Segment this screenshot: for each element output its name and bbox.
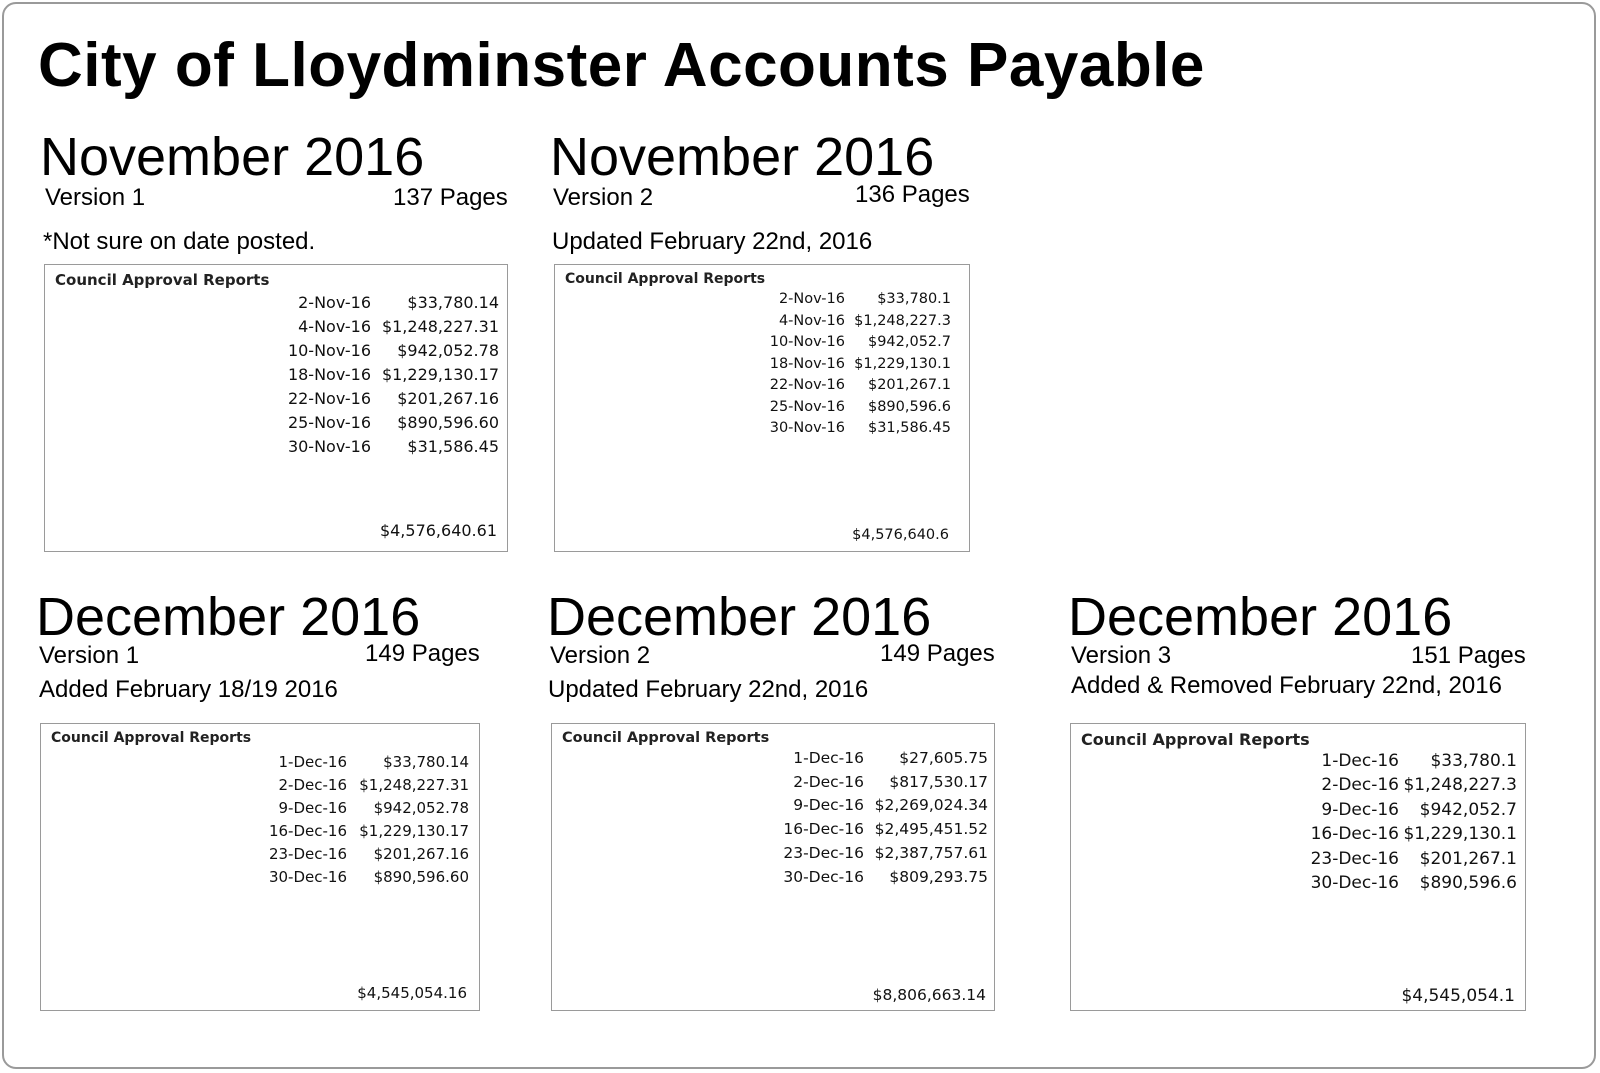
section-note: Added & Removed February 22nd, 2016 <box>1071 672 1502 699</box>
report-row-date: 18-Nov-16 <box>769 355 845 372</box>
report-row-date: 2-Dec-16 <box>793 772 864 791</box>
report-row-date: 23-Dec-16 <box>268 845 347 863</box>
report-row-date: 9-Dec-16 <box>793 796 864 815</box>
report-row-amount: $201,267.16 <box>397 389 499 408</box>
section-heading: December 2016 <box>1068 587 1453 647</box>
report-row <box>1071 873 1527 897</box>
report-row-date: 16-Dec-16 <box>1310 824 1399 845</box>
section-heading: December 2016 <box>36 587 421 647</box>
report-row-amount: $27,605.75 <box>899 749 988 767</box>
report-row <box>555 356 971 378</box>
report-row-amount: $942,052.78 <box>397 341 499 360</box>
report-row <box>552 820 996 844</box>
report-row-amount: $1,248,227.31 <box>381 317 499 336</box>
report-total: $8,806,663.14 <box>872 986 986 1004</box>
section-page-count: 149 Pages <box>880 640 995 667</box>
report-row <box>552 773 996 797</box>
report-row-amount: $890,596.60 <box>397 413 499 432</box>
report-row-date: 1-Dec-16 <box>793 749 864 767</box>
report-row-amount: $890,596.6 <box>1419 873 1517 893</box>
report-row <box>41 868 481 891</box>
report-total: $4,576,640.61 <box>379 521 497 540</box>
report-row-amount: $33,780.14 <box>407 293 499 312</box>
section-page-count: 151 Pages <box>1411 642 1526 669</box>
report-row <box>45 437 509 461</box>
report-row-amount: $1,248,227.31 <box>359 776 469 794</box>
report-row-date: 30-Nov-16 <box>769 420 845 436</box>
report-row-amount: $942,052.78 <box>373 799 469 817</box>
report-row <box>552 844 996 868</box>
report-row-amount: $33,780.1 <box>1430 751 1517 771</box>
report-row-amount: $1,229,130.17 <box>381 365 499 384</box>
report-row-amount: $809,293.75 <box>889 867 988 886</box>
report-row <box>45 317 509 341</box>
report-row <box>555 291 971 313</box>
report-row-date: 30-Dec-16 <box>1310 873 1399 893</box>
report-row-amount: $890,596.6 <box>867 398 951 415</box>
section-note: Updated February 22nd, 2016 <box>548 676 869 703</box>
report-row-amount: $1,229,130.1 <box>854 355 951 372</box>
report-row <box>552 796 996 820</box>
report-row-date: 30-Dec-16 <box>268 868 347 886</box>
report-row-amount: $31,586.45 <box>867 420 951 436</box>
report-row-date: 10-Nov-16 <box>769 334 845 350</box>
report-row-amount: $2,495,451.52 <box>874 820 988 839</box>
section-version: Version 2 <box>553 184 654 211</box>
report-row-amount: $1,248,227.3 <box>854 312 951 329</box>
report-row <box>1071 849 1527 873</box>
report-row-amount: $817,530.17 <box>889 772 988 791</box>
report-row-date: 22-Nov-16 <box>287 389 371 408</box>
report-section <box>40 128 518 556</box>
report-row-date: 4-Nov-16 <box>778 312 845 329</box>
report-row <box>555 420 971 442</box>
report-row-amount: $1,248,227.3 <box>1403 775 1517 796</box>
section-page-count: 137 Pages <box>393 184 508 211</box>
report-box <box>551 723 995 1011</box>
report-row-date: 1-Dec-16 <box>278 753 347 771</box>
report-row <box>45 341 509 365</box>
report-title: Council Approval Reports <box>55 271 270 289</box>
section-version: Version 3 <box>1071 642 1172 669</box>
report-section <box>547 588 1005 1015</box>
report-row-date: 4-Nov-16 <box>298 317 371 336</box>
report-total: $4,545,054.16 <box>357 984 467 1002</box>
report-row-amount: $31,586.45 <box>407 437 499 456</box>
report-row-amount: $1,229,130.1 <box>1403 824 1517 845</box>
report-row-date: 18-Nov-16 <box>287 365 371 384</box>
report-total: $4,545,054.1 <box>1401 986 1515 1006</box>
report-total: $4,576,640.6 <box>852 527 949 543</box>
report-row-amount: $201,267.1 <box>867 377 951 393</box>
section-note: Updated February 22nd, 2016 <box>552 228 873 255</box>
report-row-amount: $2,269,024.34 <box>874 796 988 815</box>
report-row <box>555 313 971 335</box>
report-row <box>41 776 481 799</box>
report-row <box>45 365 509 389</box>
report-row <box>41 822 481 845</box>
report-row-date: 30-Dec-16 <box>783 867 864 886</box>
report-row-amount: $890,596.60 <box>373 868 469 886</box>
section-page-count: 136 Pages <box>855 181 970 208</box>
report-row <box>1071 775 1527 799</box>
report-row <box>45 413 509 437</box>
section-heading: November 2016 <box>550 127 935 187</box>
section-version: Version 2 <box>550 642 651 669</box>
report-title: Council Approval Reports <box>51 730 252 746</box>
report-row <box>45 389 509 413</box>
report-row <box>1071 751 1527 775</box>
report-row <box>1071 800 1527 824</box>
report-row-date: 2-Nov-16 <box>298 293 371 312</box>
section-note: Added February 18/19 2016 <box>39 676 338 703</box>
report-section <box>36 588 490 1015</box>
report-row-amount: $201,267.1 <box>1419 848 1517 869</box>
report-row <box>552 749 996 773</box>
report-row-date: 25-Nov-16 <box>769 398 845 415</box>
report-row <box>555 399 971 421</box>
report-row-amount: $201,267.16 <box>373 845 469 863</box>
section-version: Version 1 <box>39 642 140 669</box>
report-row-date: 10-Nov-16 <box>287 341 371 360</box>
report-row-date: 16-Dec-16 <box>783 820 864 839</box>
report-row <box>41 753 481 776</box>
report-row-date: 2-Nov-16 <box>778 291 845 307</box>
report-box <box>44 264 508 552</box>
report-row-date: 1-Dec-16 <box>1321 751 1399 771</box>
report-title: Council Approval Reports <box>565 271 766 287</box>
report-row-date: 16-Dec-16 <box>268 822 347 840</box>
report-row-date: 23-Dec-16 <box>783 843 864 862</box>
report-row <box>555 334 971 356</box>
report-row-date: 30-Nov-16 <box>287 437 371 456</box>
report-row <box>1071 824 1527 848</box>
section-note: *Not sure on date posted. <box>43 228 316 255</box>
report-row-amount: $2,387,757.61 <box>874 843 988 862</box>
report-row-amount: $942,052.7 <box>1419 799 1517 820</box>
section-heading: December 2016 <box>547 587 932 647</box>
report-title: Council Approval Reports <box>1081 730 1310 749</box>
report-row <box>41 799 481 822</box>
report-box <box>1070 723 1526 1011</box>
report-row <box>552 868 996 892</box>
report-row <box>555 377 971 399</box>
report-box <box>40 723 480 1011</box>
section-heading: November 2016 <box>40 127 425 187</box>
page-title: City of Lloydminster Accounts Payable <box>38 31 1205 100</box>
report-row-date: 25-Nov-16 <box>287 413 371 432</box>
report-row-date: 9-Dec-16 <box>1321 799 1399 820</box>
report-row-amount: $1,229,130.17 <box>359 822 469 840</box>
report-row-amount: $33,780.1 <box>877 291 951 307</box>
report-row-date: 23-Dec-16 <box>1310 848 1399 869</box>
report-row-date: 2-Dec-16 <box>278 776 347 794</box>
report-row-amount: $942,052.7 <box>867 334 951 350</box>
report-row-amount: $33,780.14 <box>383 753 469 771</box>
report-section <box>550 128 980 556</box>
report-box <box>554 264 970 552</box>
section-version: Version 1 <box>45 184 146 211</box>
report-section <box>1068 588 1536 1015</box>
report-title: Council Approval Reports <box>562 730 770 746</box>
report-row-date: 9-Dec-16 <box>278 799 347 817</box>
report-row-date: 2-Dec-16 <box>1321 775 1399 796</box>
section-page-count: 149 Pages <box>365 640 480 667</box>
report-row <box>45 293 509 317</box>
report-row <box>41 845 481 868</box>
report-row-date: 22-Nov-16 <box>769 377 845 393</box>
